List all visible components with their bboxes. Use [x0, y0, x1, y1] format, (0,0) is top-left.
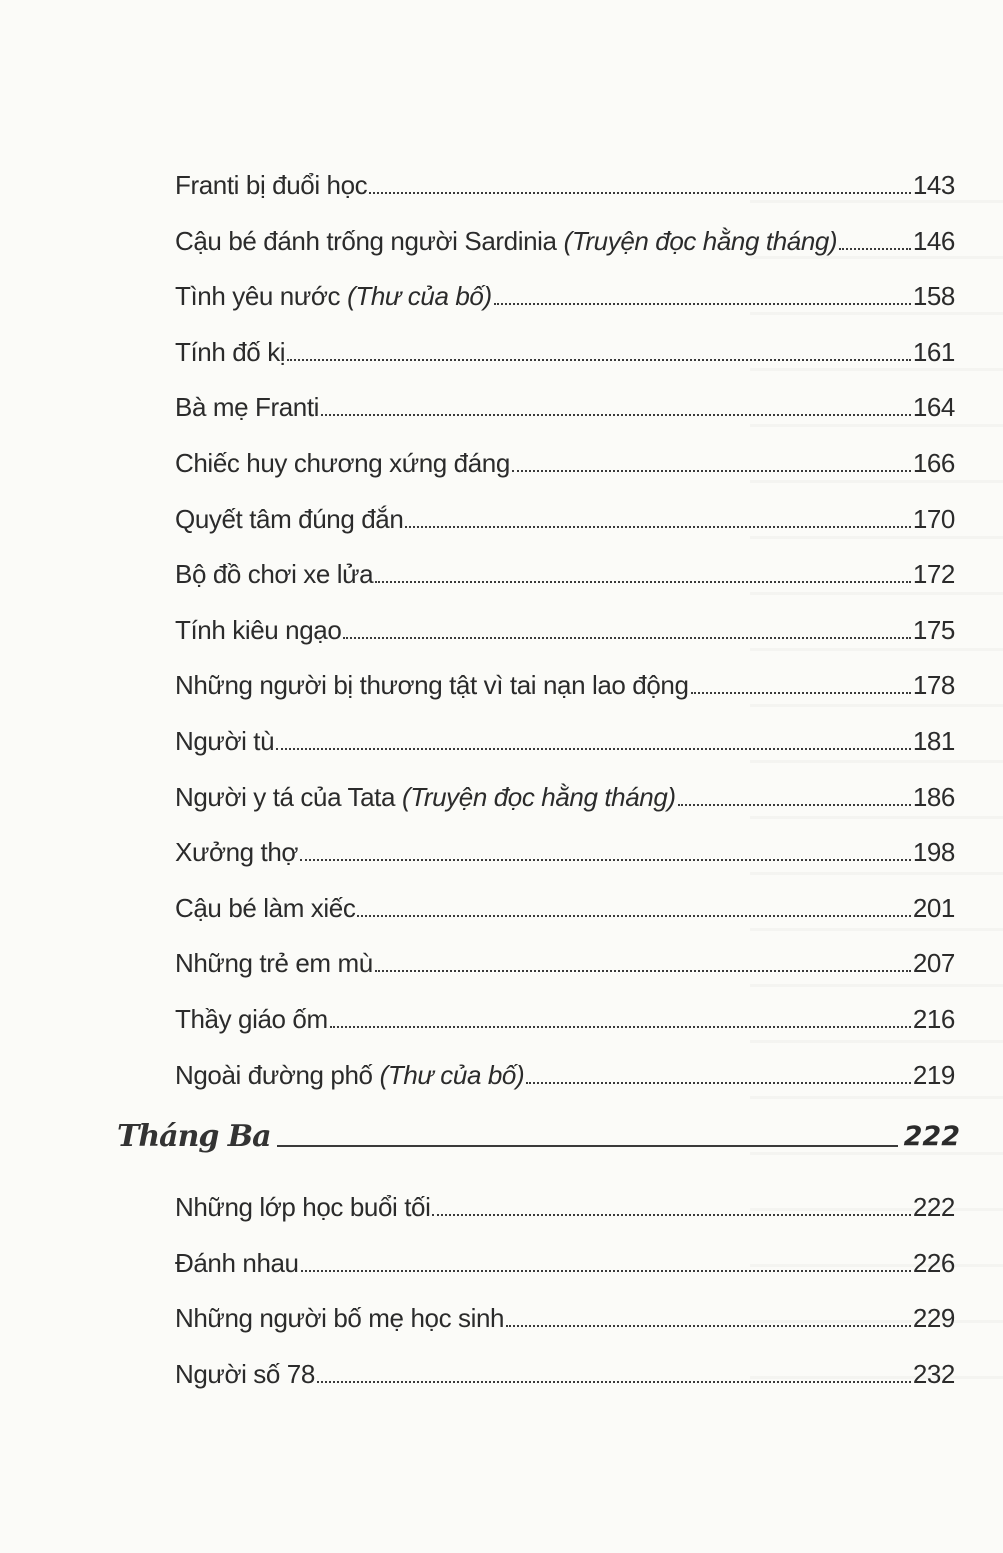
toc-entry [175, 438, 955, 478]
dot-leader [512, 470, 911, 472]
toc-entry-page-number: 201 [912, 892, 955, 923]
toc-entry-title: Người số 78 [175, 1358, 315, 1389]
toc-entry-title: Franti bị đuổi học [175, 170, 368, 200]
toc-entry-title: Người y tá của Tata [175, 781, 396, 812]
toc-entry-page-number: 143 [912, 170, 955, 200]
toc-entry [175, 938, 955, 978]
dot-leader [494, 303, 911, 305]
dot-leader [276, 748, 911, 750]
toc-entry [175, 271, 955, 311]
toc-entry-title: Tính đố kị [175, 336, 286, 367]
toc-entry-title: Cậu bé làm xiếc [175, 892, 356, 923]
toc-entry-page-number: 158 [912, 281, 955, 312]
toc-entry-title: Chiếc huy chương xứng đáng [175, 448, 510, 478]
toc-entry [175, 327, 955, 367]
toc-entry [175, 716, 955, 756]
section-title: Tháng Ba [117, 1119, 271, 1154]
toc-entry-note: (Thư của bố) [347, 281, 492, 312]
toc-entry-title: Cậu bé đánh trống người Sardinia [175, 225, 557, 256]
section-heading [117, 1110, 960, 1154]
toc-entry-title: Những người bị thương tật vì tai nạn lao động [175, 670, 689, 701]
toc-entry-page-number: 170 [912, 503, 955, 534]
toc-entry [175, 1238, 955, 1278]
toc-entry [175, 605, 955, 645]
toc-entry [175, 1293, 955, 1333]
toc-entry-page-number: 222 [912, 1192, 955, 1222]
toc-entry-page-number: 226 [912, 1247, 955, 1278]
toc-entry-page-number: 232 [912, 1358, 955, 1389]
toc-entry [175, 994, 955, 1034]
toc-entry [175, 1050, 955, 1090]
toc-entry-note: (Thư của bố) [379, 1059, 525, 1090]
dot-leader [301, 1270, 911, 1272]
dot-leader [405, 526, 910, 528]
toc-entry-note: (Truyện đọc hằng tháng) [402, 781, 676, 812]
dot-leader [321, 414, 911, 416]
dot-leader [506, 1325, 911, 1327]
toc-entry-page-number: 164 [912, 392, 955, 423]
toc-entry-title: Quyết tâm đúng đắn [175, 503, 404, 534]
toc-entry [175, 660, 955, 700]
toc-entry-page-number: 181 [912, 726, 955, 756]
toc-entry-page-number: 229 [912, 1303, 955, 1334]
dot-leader [375, 970, 911, 972]
dot-leader [526, 1082, 911, 1084]
toc-entry-title: Những người bố mẹ học sinh [175, 1303, 505, 1334]
dot-leader [317, 1381, 911, 1383]
toc-entry [175, 494, 955, 534]
toc-entry-title: Người tù [175, 726, 275, 756]
toc-entry [175, 549, 955, 589]
dot-leader [839, 248, 911, 250]
dot-leader [343, 637, 910, 639]
toc-entry [175, 883, 955, 923]
toc-entry-page-number: 216 [912, 1004, 955, 1034]
toc-entry-note: (Truyện đọc hằng tháng) [563, 225, 838, 256]
dot-leader [287, 359, 911, 361]
toc-entry-title: Những trẻ em mù [175, 948, 373, 979]
toc-entry [175, 216, 955, 256]
toc-entry-page-number: 161 [912, 336, 955, 367]
toc-entry-title: Bà mẹ Franti [175, 392, 320, 423]
toc-entry-page-number: 175 [912, 614, 955, 645]
toc-entry-page-number: 219 [912, 1059, 955, 1090]
toc-entry-page-number: 172 [912, 559, 955, 590]
toc-entry [175, 1182, 955, 1222]
dot-leader [357, 915, 910, 917]
toc-entry-page-number: 178 [912, 670, 955, 701]
dot-leader [369, 192, 911, 194]
toc-entry-title: Ngoài đường phố [175, 1059, 373, 1090]
toc-entry-page-number: 207 [912, 948, 955, 979]
dot-leader [432, 1214, 910, 1216]
toc-entry-title: Đánh nhau [175, 1247, 299, 1278]
dot-leader [678, 804, 911, 806]
toc-entry-page-number: 146 [912, 225, 955, 256]
toc-entry-page-number: 198 [912, 837, 955, 868]
toc-entry-page-number: 166 [912, 448, 955, 478]
dot-leader [330, 1026, 911, 1028]
toc-entry-page-number: 186 [912, 781, 955, 812]
toc-entry [175, 772, 955, 812]
toc-entry-title: Tình yêu nước [175, 281, 341, 312]
toc-entry [175, 160, 955, 200]
toc-entry-title: Thầy giáo ốm [175, 1004, 328, 1034]
section-page-number: 222 [903, 1121, 960, 1152]
toc-entry-title: Bộ đồ chơi xe lửa [175, 559, 374, 590]
dot-leader [375, 581, 911, 583]
section-rule [277, 1145, 898, 1147]
toc-entry [175, 382, 955, 422]
toc-entry-title: Xưởng thợ [175, 837, 299, 868]
toc-entry [175, 1349, 955, 1389]
toc-entry [175, 827, 955, 867]
dot-leader [300, 859, 911, 861]
toc-entry-title: Tính kiêu ngạo [175, 614, 342, 645]
toc-entry-title: Những lớp học buổi tối [175, 1192, 431, 1222]
dot-leader [691, 692, 911, 694]
